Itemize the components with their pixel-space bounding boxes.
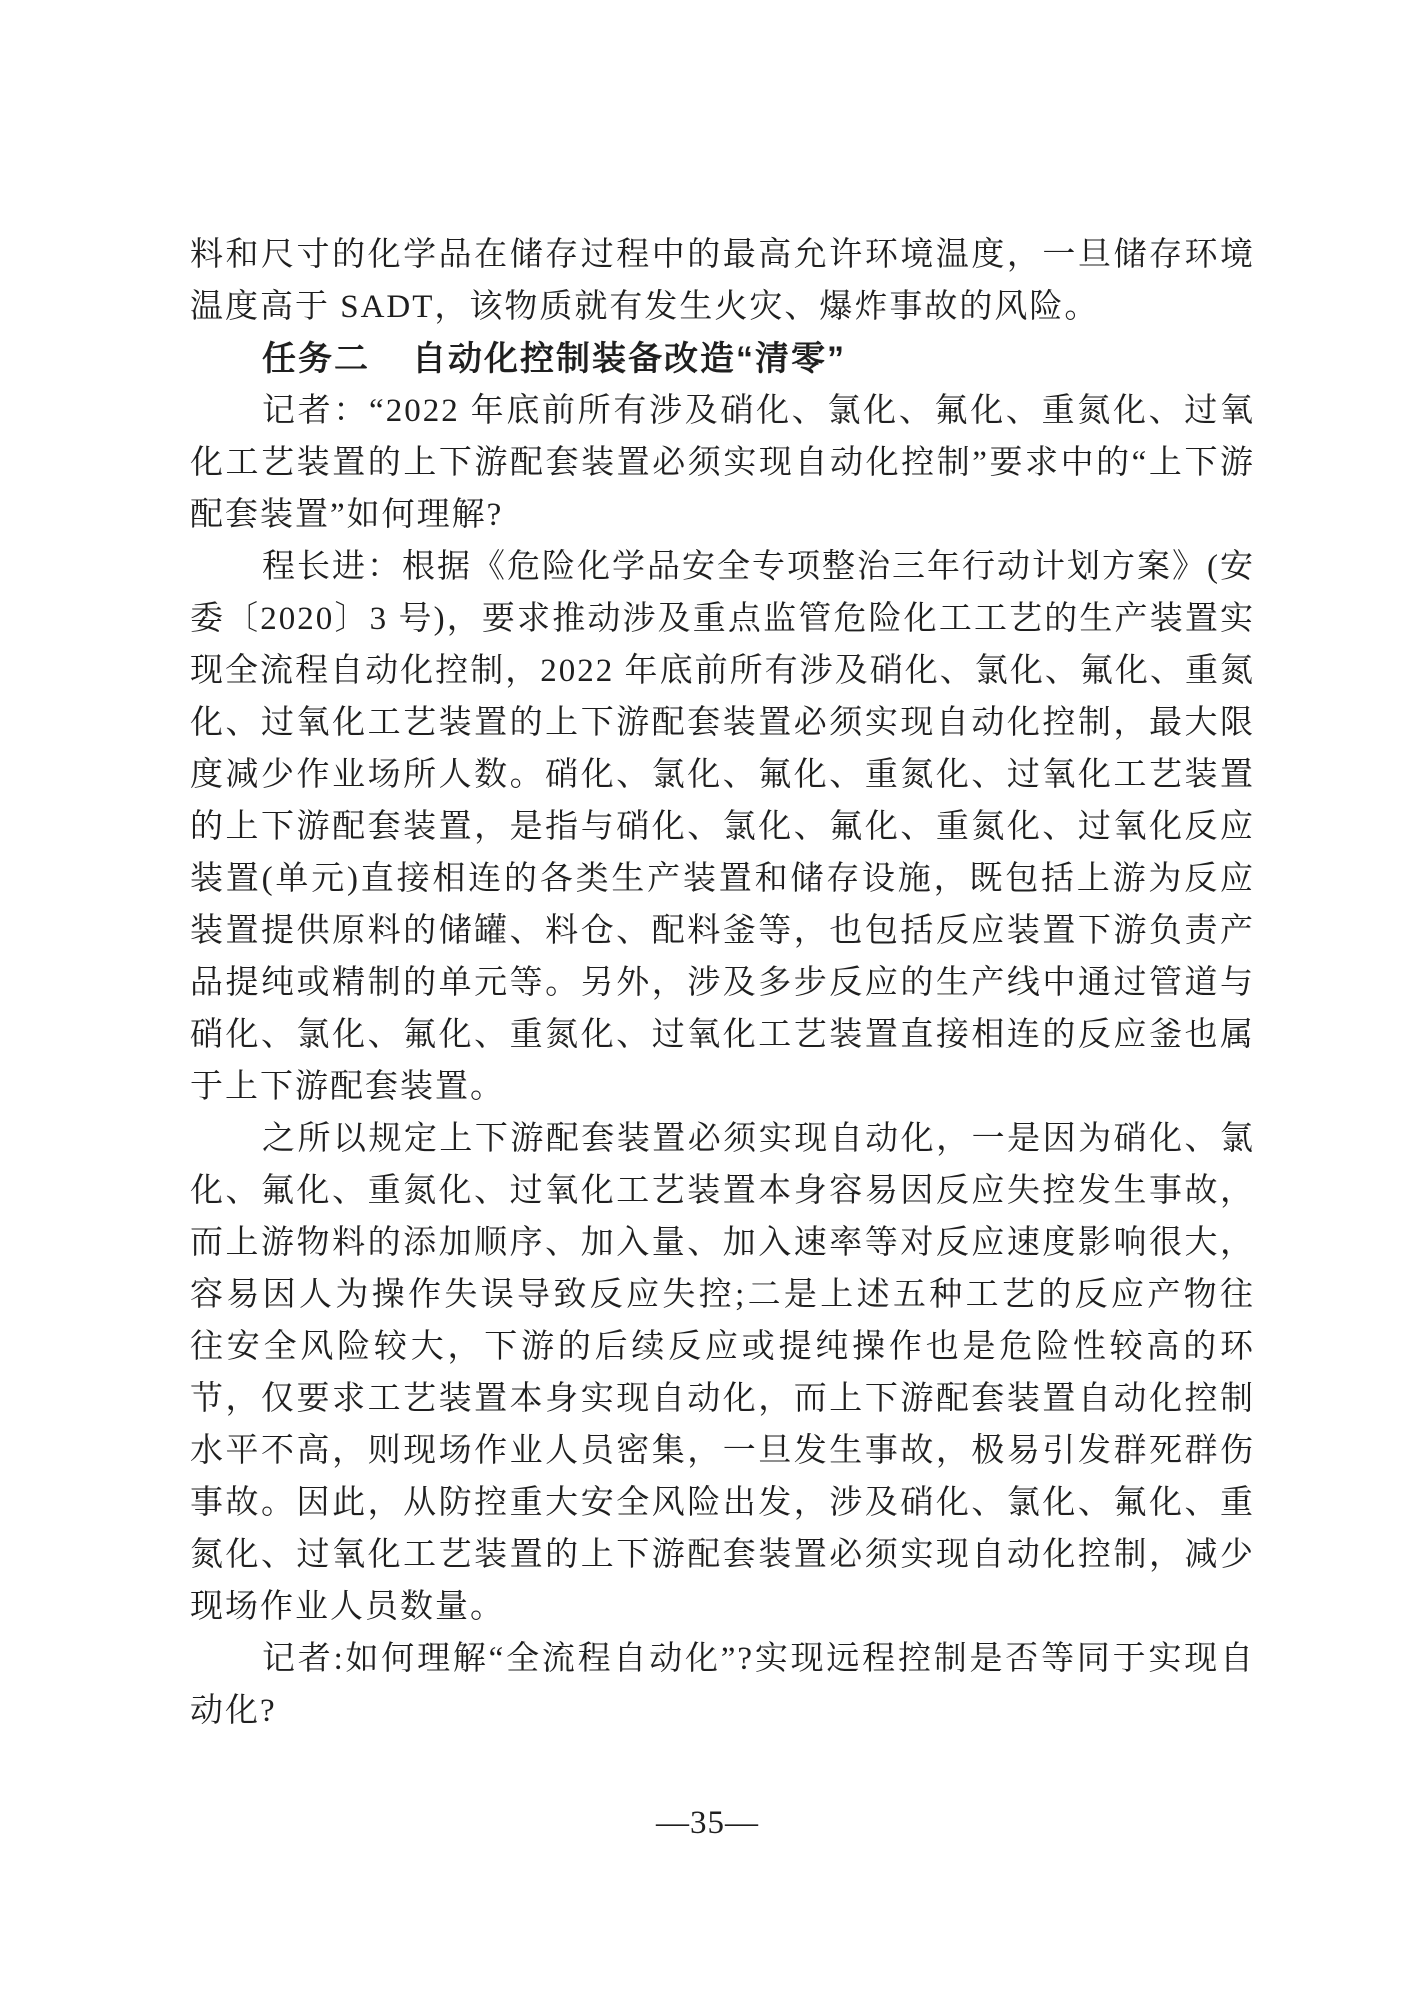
text-line: 配套装置”如何理解? [190,497,504,533]
text-line: 硝化、氯化、氟化、重氮化、过氧化工艺装置直接相连的反应釜也属 [190,1017,1255,1053]
text-line: 往安全风险较大，下游的后续反应或提纯操作也是危险性较高的环 [190,1329,1255,1365]
text-line: 装置提供原料的储罐、料仓、配料釜等，也包括反应装置下游负责产 [190,913,1255,949]
text-line: 现场作业人员数量。 [190,1589,505,1625]
section-heading [190,333,1255,385]
section-heading-title: 自动化控制装备改造“清零” [412,340,846,378]
text-block [190,229,1255,1737]
text-line: 化、氟化、重氮化、过氧化工艺装置本身容易因反应失控发生事故， [190,1173,1255,1209]
text-line: 装置(单元)直接相连的各类生产装置和储存设施，既包括上游为反应 [190,861,1255,897]
text-line: 的上下游配套装置，是指与硝化、氯化、氟化、重氮化、过氧化反应 [190,809,1255,845]
text-line: 化、过氧化工艺装置的上下游配套装置必须实现自动化控制，最大限 [190,705,1255,741]
text-line: 水平不高，则现场作业人员密集，一旦发生事故，极易引发群死群伤 [190,1433,1255,1469]
section-heading-number: 任务二 [262,340,370,378]
text-line: 现全流程自动化控制，2022 年底前所有涉及硝化、氯化、氟化、重氮 [190,653,1255,689]
text-line: 程长进：根据《危险化学品安全专项整治三年行动计划方案》(安 [262,549,1255,585]
text-line: 记者：“2022 年底前所有涉及硝化、氯化、氟化、重氮化、过氧 [262,393,1255,429]
text-line: 委〔2020〕3 号)，要求推动涉及重点监管危险化工工艺的生产装置实 [190,601,1255,637]
text-line: 温度高于 SADT，该物质就有发生火灾、爆炸事故的风险。 [190,289,1100,325]
text-line: 于上下游配套装置。 [190,1069,505,1105]
text-line: 容易因人为操作失误导致反应失控;二是上述五种工艺的反应产物往 [190,1277,1255,1313]
text-line: 事故。因此，从防控重大安全风险出发，涉及硝化、氯化、氟化、重 [190,1485,1255,1521]
text-line: 度减少作业场所人数。硝化、氯化、氟化、重氮化、过氧化工艺装置 [190,757,1255,793]
page-number: —35— [656,1805,759,1841]
text-line: 而上游物料的添加顺序、加入量、加入速率等对反应速度影响很大， [190,1225,1255,1261]
text-line: 料和尺寸的化学品在储存过程中的最高允许环境温度，一旦储存环境 [190,237,1255,273]
text-line: 氮化、过氧化工艺装置的上下游配套装置必须实现自动化控制，减少 [190,1537,1255,1573]
text-line: 化工艺装置的上下游配套装置必须实现自动化控制”要求中的“上下游 [190,445,1255,481]
text-line: 记者:如何理解“全流程自动化”?实现远程控制是否等同于实现自 [262,1641,1255,1677]
text-line: 动化? [190,1693,277,1729]
text-line: 之所以规定上下游配套装置必须实现自动化，一是因为硝化、氯 [262,1121,1255,1157]
text-line: 品提纯或精制的单元等。另外，涉及多步反应的生产线中通过管道与 [190,965,1255,1001]
text-line: 节，仅要求工艺装置本身实现自动化，而上下游配套装置自动化控制 [190,1381,1255,1417]
